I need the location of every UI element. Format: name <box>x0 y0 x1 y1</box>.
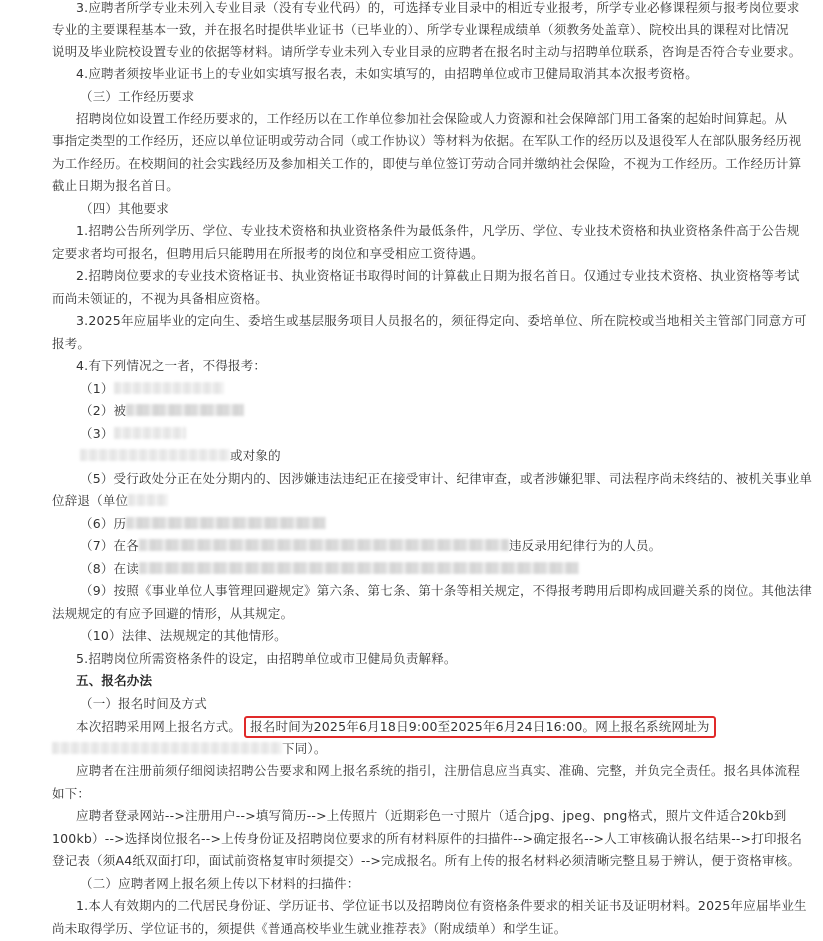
paragraph-line: 截止日期为报名首日。 <box>52 178 180 193</box>
paragraph-line: 尚未取得学历、学位证书的，须提供《普通高校毕业生就业推荐表》（附成绩单）和学生证。 <box>52 921 567 936</box>
redaction-blur <box>80 449 230 461</box>
redacted-item-tail: 或对象的 <box>230 448 281 463</box>
section-heading: （三）工作经历要求 <box>80 89 195 104</box>
redaction-blur <box>139 562 579 574</box>
redacted-item-number: （6）历 <box>80 516 127 531</box>
redacted-item <box>80 426 186 442</box>
paragraph-line: （5）受行政处分正在处分期内的、因涉嫌违法违纪正在接受审计、纪律审查，或者涉嫌犯罪、司法程序尚未终结的、被机关事业单 <box>80 471 813 486</box>
registration-time-line <box>76 716 716 738</box>
redacted-item <box>80 516 326 532</box>
redacted-item-number: （7）在各 <box>80 538 139 553</box>
redaction-blur <box>139 539 509 551</box>
section-heading-bold: 五、报名办法 <box>76 673 153 688</box>
registration-intro: 本次招聘采用网上报名方式。 <box>76 719 242 734</box>
section-heading: （四）其他要求 <box>80 201 169 216</box>
paragraph-line: 2.招聘岗位要求的专业技术资格证书、执业资格证书取得时间的计算截止日期为报名首日。仅通过专业技术资格、执业资格等考试 <box>76 268 800 283</box>
redacted-item-tail: 违反录用纪律行为的人员。 <box>508 538 662 553</box>
redaction-blur <box>114 382 224 394</box>
paragraph-line: 应聘者登录网站-->注册用户-->填写简历-->上传照片（近期彩色一寸照片（适合jpg、jpeg、png格式，照片文件适合20kb到 <box>76 808 787 823</box>
paragraph-line: 1.招聘公告所列学历、学位、专业技术资格和执业资格条件为最低条件，凡学历、学位、专业技术资格和执业资格条件高于公告规 <box>76 223 800 238</box>
paragraph-line: 报考。 <box>52 336 91 351</box>
paragraph-line: 3.2025年应届毕业的定向生、委培生或基层服务项目人员报名的，须征得定向、委培单位、所在院校或当地相关主管部门同意方可 <box>76 313 807 328</box>
redacted-item-number: （3） <box>80 426 114 441</box>
paragraph-line: 应聘者在注册前须仔细阅读招聘公告要求和网上报名系统的指引，注册信息应当真实、准确、完整，并负完全责任。报名具体流程 <box>76 763 800 778</box>
paragraph-line: （9）按照《事业单位人事管理回避规定》第六条、第七条、第十条等相关规定，不得报考聘用后即构成回避关系的岗位。其他法律 <box>80 583 813 598</box>
paragraph-line: 1.本人有效期内的二代居民身份证、学历证书、学位证书以及招聘岗位有资格条件要求的相关证书及证明材料。2025年应届毕业生 <box>76 898 807 913</box>
redacted-item-number: （2）被 <box>80 403 127 418</box>
redaction-blur <box>114 427 186 439</box>
redacted-item-number: 位辞退（单位 <box>52 493 129 508</box>
section-heading: （二）应聘者网上报名须上传以下材料的扫描件： <box>80 876 360 891</box>
redacted-url <box>52 742 282 754</box>
redaction-blur <box>126 404 244 416</box>
redacted-item <box>80 561 579 577</box>
paragraph-line: 事指定类型的工作经历，还应以单位证明或劳动合同（或工作协议）等材料为依据。在军队工作的经历以及退役军人在部队服务经历视 <box>52 133 802 148</box>
redacted-item-number: （1） <box>80 381 114 396</box>
paragraph-line: 登记表（须A4纸双面打印，面试前资格复审时须提交）-->完成报名。所有上传的报名材料必须清晰完整且易于辨认，便于资格审核。 <box>52 853 801 868</box>
paragraph-line: 而尚未领证的，不视为具备相应资格。 <box>52 291 268 306</box>
paragraph-line: 100kb）-->选择岗位报名-->上传身份证及招聘岗位要求的所有材料原件的扫描件-->确定报名-->人工审核确认报名结果-->打印报名 <box>52 831 803 846</box>
paragraph-line: 招聘岗位如设置工作经历要求的，工作经历以在工作单位参加社会保险或人力资源和社会保障部门用工备案的起始时间算起。从 <box>76 111 788 126</box>
redacted-item <box>80 403 244 419</box>
paragraph-line: 法规规定的有应予回避的情形，从其规定。 <box>52 606 294 621</box>
section-heading: （一）报名时间及方式 <box>80 696 208 711</box>
paragraph-line: 为工作经历。在校期间的社会实践经历及参加相关工作的，即使与单位签订劳动合同并缴纳社会保险，不视为工作经历。工作经历计算 <box>52 156 802 171</box>
paragraph-line: 3.应聘者所学专业未列入专业目录（没有专业代码）的，可选择专业目录中的相近专业报考，所学专业必修课程须与报考岗位要求 <box>76 0 800 15</box>
paragraph-line: 5.招聘岗位所需资格条件的设定，由招聘单位或市卫健局负责解释。 <box>76 651 457 666</box>
registration-url-line <box>52 741 327 757</box>
paragraph-line: 定要求者均可报名，但聘用后只能聘用在所报考的岗位和享受相应工资待遇。 <box>52 246 484 261</box>
paragraph-line: 如下： <box>52 786 91 801</box>
paragraph-line: 说明及毕业院校设置专业的依据等材料。请所学专业未列入专业目录的应聘者在报名时主动与招聘单位联系，咨询是否符合专业要求。 <box>52 44 802 59</box>
redacted-item-number: （8）在读 <box>80 561 139 576</box>
paragraph-line: 专业的主要课程基本一致，并在报名时提供毕业证书（已毕业的）、所学专业课程成绩单（须教务处盖章）、院校出具的课程对比情况 <box>52 22 789 37</box>
redacted-item <box>80 448 281 464</box>
registration-time-highlight: 报名时间为2025年6月18日9:00至2025年6月24日16:00。网上报名系统网址为 <box>244 716 715 738</box>
paragraph-line: 4.应聘者须按毕业证书上的专业如实填写报名表，未如实填写的，由招聘单位或市卫健局取消其本次报考资格。 <box>76 66 698 81</box>
paragraph-line: （10）法律、法规规定的其他情形。 <box>80 628 287 643</box>
registration-url-tail: 下同）。 <box>282 741 327 756</box>
redacted-item <box>80 381 224 397</box>
redaction-blur <box>128 494 168 506</box>
paragraph-line: 4.有下列情况之一者，不得报考： <box>76 358 267 373</box>
redacted-item <box>52 493 168 509</box>
redacted-item <box>80 538 661 554</box>
redaction-blur <box>126 517 326 529</box>
